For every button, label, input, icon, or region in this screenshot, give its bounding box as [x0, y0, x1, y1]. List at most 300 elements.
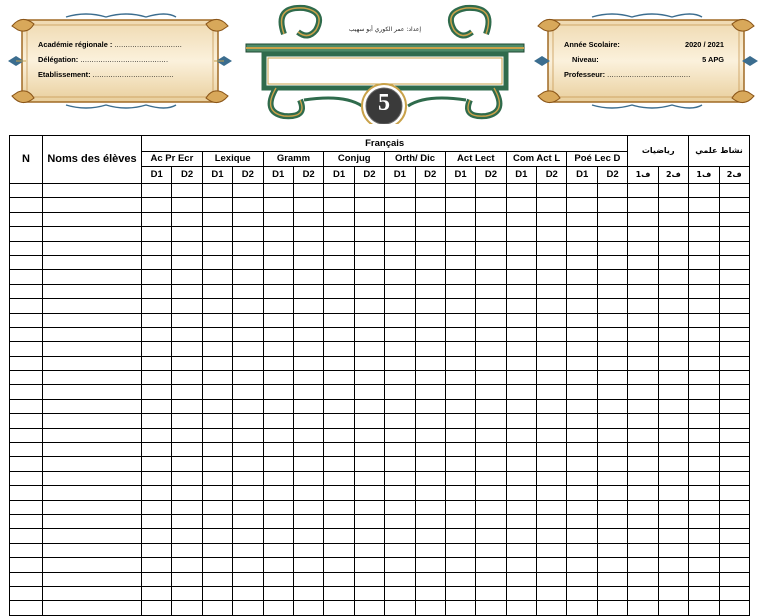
grade-cell[interactable]	[658, 327, 688, 341]
grade-cell[interactable]	[415, 342, 445, 356]
grade-cell[interactable]	[537, 270, 567, 284]
grade-cell[interactable]	[567, 371, 597, 385]
student-name-cell[interactable]	[43, 356, 142, 370]
grade-cell[interactable]	[385, 184, 415, 198]
grade-cell[interactable]	[506, 414, 536, 428]
grade-cell[interactable]	[415, 572, 445, 586]
grade-cell[interactable]	[567, 356, 597, 370]
grade-cell[interactable]	[567, 601, 597, 615]
grade-cell[interactable]	[689, 486, 719, 500]
grade-cell[interactable]	[202, 529, 232, 543]
grade-cell[interactable]	[628, 486, 658, 500]
grade-cell[interactable]	[324, 601, 354, 615]
grade-cell[interactable]	[354, 241, 384, 255]
grade-cell[interactable]	[567, 198, 597, 212]
number-cell[interactable]	[10, 572, 43, 586]
grade-cell[interactable]	[385, 212, 415, 226]
grade-cell[interactable]	[354, 385, 384, 399]
grade-cell[interactable]	[233, 572, 263, 586]
grade-cell[interactable]	[354, 184, 384, 198]
grade-cell[interactable]	[354, 212, 384, 226]
professeur-field[interactable]	[564, 67, 724, 82]
grade-cell[interactable]	[172, 414, 202, 428]
grade-cell[interactable]	[445, 399, 475, 413]
grade-cell[interactable]	[324, 299, 354, 313]
grade-cell[interactable]	[142, 313, 172, 327]
grade-cell[interactable]	[415, 601, 445, 615]
grade-cell[interactable]	[202, 299, 232, 313]
student-name-cell[interactable]	[43, 327, 142, 341]
number-cell[interactable]	[10, 198, 43, 212]
grade-cell[interactable]	[689, 212, 719, 226]
grade-cell[interactable]	[385, 414, 415, 428]
grade-cell[interactable]	[415, 514, 445, 528]
grade-cell[interactable]	[142, 399, 172, 413]
grade-cell[interactable]	[597, 227, 627, 241]
grade-cell[interactable]	[537, 414, 567, 428]
grade-cell[interactable]	[719, 212, 749, 226]
grade-cell[interactable]	[202, 399, 232, 413]
grade-cell[interactable]	[658, 414, 688, 428]
grade-cell[interactable]	[142, 457, 172, 471]
grade-cell[interactable]	[202, 572, 232, 586]
number-cell[interactable]	[10, 299, 43, 313]
grade-cell[interactable]	[476, 184, 506, 198]
grade-cell[interactable]	[719, 299, 749, 313]
grade-cell[interactable]	[445, 184, 475, 198]
grade-cell[interactable]	[537, 371, 567, 385]
grade-cell[interactable]	[445, 241, 475, 255]
grade-cell[interactable]	[658, 457, 688, 471]
student-name-cell[interactable]	[43, 514, 142, 528]
grade-cell[interactable]	[415, 414, 445, 428]
grade-cell[interactable]	[324, 428, 354, 442]
grade-cell[interactable]	[202, 428, 232, 442]
grade-cell[interactable]	[415, 184, 445, 198]
grade-cell[interactable]	[689, 428, 719, 442]
grade-cell[interactable]	[293, 356, 323, 370]
grade-cell[interactable]	[567, 500, 597, 514]
grade-cell[interactable]	[354, 443, 384, 457]
grade-cell[interactable]	[506, 270, 536, 284]
grade-cell[interactable]	[354, 371, 384, 385]
grade-cell[interactable]	[537, 227, 567, 241]
grade-cell[interactable]	[324, 212, 354, 226]
grade-cell[interactable]	[689, 299, 719, 313]
grade-cell[interactable]	[172, 270, 202, 284]
grade-cell[interactable]	[597, 270, 627, 284]
grade-cell[interactable]	[385, 601, 415, 615]
grade-cell[interactable]	[597, 284, 627, 298]
grade-cell[interactable]	[202, 270, 232, 284]
grade-cell[interactable]	[506, 457, 536, 471]
grade-cell[interactable]	[506, 284, 536, 298]
grade-cell[interactable]	[506, 399, 536, 413]
grade-cell[interactable]	[658, 443, 688, 457]
grade-cell[interactable]	[415, 428, 445, 442]
grade-cell[interactable]	[537, 558, 567, 572]
grade-cell[interactable]	[506, 327, 536, 341]
number-cell[interactable]	[10, 371, 43, 385]
grade-cell[interactable]	[476, 313, 506, 327]
grade-cell[interactable]	[293, 299, 323, 313]
grade-cell[interactable]	[263, 514, 293, 528]
grade-cell[interactable]	[385, 313, 415, 327]
grade-cell[interactable]	[506, 572, 536, 586]
grade-cell[interactable]	[354, 529, 384, 543]
grade-cell[interactable]	[597, 414, 627, 428]
grade-cell[interactable]	[293, 227, 323, 241]
grade-cell[interactable]	[415, 399, 445, 413]
grade-cell[interactable]	[263, 255, 293, 269]
grade-cell[interactable]	[293, 270, 323, 284]
grade-cell[interactable]	[293, 428, 323, 442]
grade-cell[interactable]	[385, 558, 415, 572]
number-cell[interactable]	[10, 558, 43, 572]
grade-cell[interactable]	[202, 198, 232, 212]
grade-cell[interactable]	[689, 529, 719, 543]
grade-cell[interactable]	[597, 529, 627, 543]
grade-cell[interactable]	[476, 471, 506, 485]
grade-cell[interactable]	[628, 457, 658, 471]
grade-cell[interactable]	[172, 313, 202, 327]
grade-cell[interactable]	[658, 486, 688, 500]
number-cell[interactable]	[10, 284, 43, 298]
grade-cell[interactable]	[293, 284, 323, 298]
grade-cell[interactable]	[506, 184, 536, 198]
grade-cell[interactable]	[445, 385, 475, 399]
grade-cell[interactable]	[719, 457, 749, 471]
grade-cell[interactable]	[415, 558, 445, 572]
grade-cell[interactable]	[506, 514, 536, 528]
grade-cell[interactable]	[445, 471, 475, 485]
grade-cell[interactable]	[202, 385, 232, 399]
student-name-cell[interactable]	[43, 270, 142, 284]
grade-cell[interactable]	[628, 558, 658, 572]
student-name-cell[interactable]	[43, 486, 142, 500]
number-cell[interactable]	[10, 428, 43, 442]
grade-cell[interactable]	[445, 529, 475, 543]
grade-cell[interactable]	[233, 356, 263, 370]
grade-cell[interactable]	[506, 241, 536, 255]
grade-cell[interactable]	[445, 342, 475, 356]
grade-cell[interactable]	[142, 486, 172, 500]
student-name-cell[interactable]	[43, 371, 142, 385]
grade-cell[interactable]	[354, 572, 384, 586]
grade-cell[interactable]	[385, 471, 415, 485]
grade-cell[interactable]	[628, 385, 658, 399]
grade-cell[interactable]	[142, 529, 172, 543]
grade-cell[interactable]	[233, 514, 263, 528]
grade-cell[interactable]	[719, 572, 749, 586]
grade-cell[interactable]	[658, 227, 688, 241]
grade-cell[interactable]	[142, 371, 172, 385]
grade-cell[interactable]	[445, 543, 475, 557]
grade-cell[interactable]	[263, 471, 293, 485]
grade-cell[interactable]	[597, 428, 627, 442]
grade-cell[interactable]	[142, 184, 172, 198]
grade-cell[interactable]	[233, 543, 263, 557]
grade-cell[interactable]	[567, 529, 597, 543]
grade-cell[interactable]	[628, 284, 658, 298]
grade-cell[interactable]	[537, 457, 567, 471]
grade-cell[interactable]	[293, 443, 323, 457]
grade-cell[interactable]	[263, 572, 293, 586]
grade-cell[interactable]	[172, 558, 202, 572]
grade-cell[interactable]	[385, 457, 415, 471]
grade-cell[interactable]	[719, 399, 749, 413]
grade-cell[interactable]	[385, 255, 415, 269]
grade-cell[interactable]	[142, 270, 172, 284]
grade-cell[interactable]	[719, 270, 749, 284]
grade-cell[interactable]	[324, 356, 354, 370]
grade-cell[interactable]	[142, 342, 172, 356]
number-cell[interactable]	[10, 255, 43, 269]
grade-cell[interactable]	[719, 486, 749, 500]
grade-cell[interactable]	[233, 241, 263, 255]
grade-cell[interactable]	[597, 198, 627, 212]
grade-cell[interactable]	[597, 443, 627, 457]
student-name-cell[interactable]	[43, 198, 142, 212]
grade-cell[interactable]	[689, 543, 719, 557]
grade-cell[interactable]	[202, 284, 232, 298]
student-name-cell[interactable]	[43, 414, 142, 428]
grade-cell[interactable]	[324, 371, 354, 385]
grade-cell[interactable]	[719, 385, 749, 399]
grade-cell[interactable]	[142, 543, 172, 557]
number-cell[interactable]	[10, 241, 43, 255]
grade-cell[interactable]	[445, 514, 475, 528]
grade-cell[interactable]	[263, 284, 293, 298]
grade-cell[interactable]	[689, 385, 719, 399]
grade-cell[interactable]	[202, 212, 232, 226]
grade-cell[interactable]	[506, 227, 536, 241]
grade-cell[interactable]	[263, 443, 293, 457]
grade-cell[interactable]	[506, 212, 536, 226]
number-cell[interactable]	[10, 543, 43, 557]
grade-cell[interactable]	[689, 313, 719, 327]
grade-cell[interactable]	[142, 284, 172, 298]
grade-cell[interactable]	[354, 299, 384, 313]
grade-cell[interactable]	[172, 284, 202, 298]
grade-cell[interactable]	[172, 457, 202, 471]
grade-cell[interactable]	[719, 529, 749, 543]
grade-cell[interactable]	[567, 270, 597, 284]
number-cell[interactable]	[10, 601, 43, 615]
grade-cell[interactable]	[537, 572, 567, 586]
grade-cell[interactable]	[689, 327, 719, 341]
grade-cell[interactable]	[658, 471, 688, 485]
grade-cell[interactable]	[324, 284, 354, 298]
grade-cell[interactable]	[689, 471, 719, 485]
grade-cell[interactable]	[628, 255, 658, 269]
grade-cell[interactable]	[567, 184, 597, 198]
grade-cell[interactable]	[172, 601, 202, 615]
grade-cell[interactable]	[567, 284, 597, 298]
grade-cell[interactable]	[567, 241, 597, 255]
grade-cell[interactable]	[354, 356, 384, 370]
grade-cell[interactable]	[476, 284, 506, 298]
grade-cell[interactable]	[172, 529, 202, 543]
grade-cell[interactable]	[719, 428, 749, 442]
grade-cell[interactable]	[597, 471, 627, 485]
grade-cell[interactable]	[233, 371, 263, 385]
grade-cell[interactable]	[142, 227, 172, 241]
grade-cell[interactable]	[233, 428, 263, 442]
grade-cell[interactable]	[142, 356, 172, 370]
grade-cell[interactable]	[567, 414, 597, 428]
grade-cell[interactable]	[445, 558, 475, 572]
grade-cell[interactable]	[385, 486, 415, 500]
grade-cell[interactable]	[324, 227, 354, 241]
grade-cell[interactable]	[445, 198, 475, 212]
student-name-cell[interactable]	[43, 299, 142, 313]
grade-cell[interactable]	[537, 212, 567, 226]
grade-cell[interactable]	[415, 284, 445, 298]
grade-cell[interactable]	[537, 514, 567, 528]
grade-cell[interactable]	[354, 399, 384, 413]
number-cell[interactable]	[10, 212, 43, 226]
grade-cell[interactable]	[567, 558, 597, 572]
grade-cell[interactable]	[476, 371, 506, 385]
grade-cell[interactable]	[263, 327, 293, 341]
grade-cell[interactable]	[293, 342, 323, 356]
number-cell[interactable]	[10, 514, 43, 528]
grade-cell[interactable]	[719, 371, 749, 385]
grade-cell[interactable]	[263, 198, 293, 212]
grade-cell[interactable]	[263, 500, 293, 514]
grade-cell[interactable]	[567, 572, 597, 586]
grade-cell[interactable]	[597, 212, 627, 226]
student-name-cell[interactable]	[43, 313, 142, 327]
grade-cell[interactable]	[658, 342, 688, 356]
grade-cell[interactable]	[506, 371, 536, 385]
grade-cell[interactable]	[628, 471, 658, 485]
grade-cell[interactable]	[385, 572, 415, 586]
grade-cell[interactable]	[202, 414, 232, 428]
grade-cell[interactable]	[354, 601, 384, 615]
number-cell[interactable]	[10, 471, 43, 485]
grade-cell[interactable]	[658, 299, 688, 313]
grade-cell[interactable]	[537, 241, 567, 255]
grade-cell[interactable]	[293, 514, 323, 528]
grade-cell[interactable]	[628, 356, 658, 370]
grade-cell[interactable]	[597, 601, 627, 615]
grade-cell[interactable]	[567, 385, 597, 399]
grade-cell[interactable]	[689, 270, 719, 284]
number-cell[interactable]	[10, 529, 43, 543]
grade-cell[interactable]	[415, 385, 445, 399]
grade-cell[interactable]	[233, 486, 263, 500]
grade-cell[interactable]	[537, 385, 567, 399]
grade-cell[interactable]	[202, 327, 232, 341]
grade-cell[interactable]	[658, 428, 688, 442]
grade-cell[interactable]	[445, 443, 475, 457]
grade-cell[interactable]	[233, 529, 263, 543]
grade-cell[interactable]	[324, 457, 354, 471]
grade-cell[interactable]	[445, 313, 475, 327]
grade-cell[interactable]	[385, 500, 415, 514]
grade-cell[interactable]	[689, 371, 719, 385]
grade-cell[interactable]	[385, 270, 415, 284]
grade-cell[interactable]	[628, 212, 658, 226]
grade-cell[interactable]	[537, 299, 567, 313]
grade-cell[interactable]	[385, 529, 415, 543]
grade-cell[interactable]	[658, 601, 688, 615]
grade-cell[interactable]	[445, 356, 475, 370]
grade-cell[interactable]	[567, 342, 597, 356]
grade-cell[interactable]	[233, 414, 263, 428]
number-cell[interactable]	[10, 313, 43, 327]
grade-cell[interactable]	[719, 543, 749, 557]
grade-cell[interactable]	[628, 198, 658, 212]
grade-cell[interactable]	[597, 241, 627, 255]
grade-cell[interactable]	[689, 572, 719, 586]
grade-cell[interactable]	[385, 399, 415, 413]
grade-cell[interactable]	[142, 198, 172, 212]
grade-cell[interactable]	[476, 241, 506, 255]
grade-cell[interactable]	[172, 572, 202, 586]
grade-cell[interactable]	[415, 371, 445, 385]
academie-field[interactable]	[38, 37, 182, 52]
grade-cell[interactable]	[233, 184, 263, 198]
grade-cell[interactable]	[658, 529, 688, 543]
grade-cell[interactable]	[142, 327, 172, 341]
grade-cell[interactable]	[172, 184, 202, 198]
grade-cell[interactable]	[202, 184, 232, 198]
etablissement-field[interactable]	[38, 67, 182, 82]
grade-cell[interactable]	[506, 299, 536, 313]
grade-cell[interactable]	[537, 529, 567, 543]
grade-cell[interactable]	[263, 601, 293, 615]
grade-cell[interactable]	[354, 255, 384, 269]
grade-cell[interactable]	[263, 428, 293, 442]
grade-cell[interactable]	[233, 500, 263, 514]
grade-cell[interactable]	[354, 227, 384, 241]
grade-cell[interactable]	[689, 500, 719, 514]
grade-cell[interactable]	[385, 198, 415, 212]
grade-cell[interactable]	[263, 529, 293, 543]
grade-cell[interactable]	[172, 227, 202, 241]
grade-cell[interactable]	[597, 313, 627, 327]
grade-cell[interactable]	[567, 471, 597, 485]
grade-cell[interactable]	[293, 184, 323, 198]
grade-cell[interactable]	[597, 371, 627, 385]
grade-cell[interactable]	[385, 342, 415, 356]
grade-cell[interactable]	[537, 486, 567, 500]
grade-cell[interactable]	[324, 572, 354, 586]
grade-cell[interactable]	[415, 471, 445, 485]
grade-cell[interactable]	[689, 184, 719, 198]
grade-cell[interactable]	[628, 184, 658, 198]
grade-cell[interactable]	[354, 342, 384, 356]
grade-cell[interactable]	[354, 486, 384, 500]
grade-cell[interactable]	[293, 572, 323, 586]
grade-cell[interactable]	[202, 313, 232, 327]
student-name-cell[interactable]	[43, 558, 142, 572]
grade-cell[interactable]	[537, 198, 567, 212]
grade-cell[interactable]	[233, 299, 263, 313]
grade-cell[interactable]	[354, 327, 384, 341]
grade-cell[interactable]	[142, 601, 172, 615]
grade-cell[interactable]	[476, 500, 506, 514]
grade-cell[interactable]	[628, 529, 658, 543]
grade-cell[interactable]	[233, 284, 263, 298]
grade-cell[interactable]	[689, 356, 719, 370]
grade-cell[interactable]	[628, 227, 658, 241]
grade-cell[interactable]	[324, 385, 354, 399]
grade-cell[interactable]	[324, 543, 354, 557]
